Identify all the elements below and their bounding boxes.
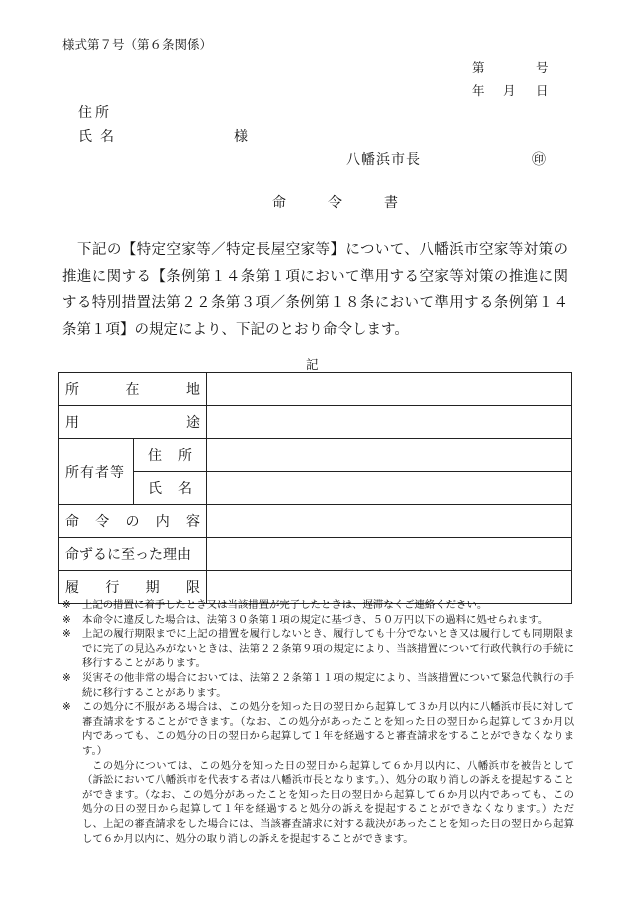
number-go: 号 (536, 60, 549, 75)
reason-label-cell (59, 538, 207, 571)
note-mark: ※ (62, 628, 71, 641)
owner-address-label-cell (134, 439, 207, 472)
location-label: 所 在 地 (65, 382, 200, 398)
note-mark: ※ (62, 613, 71, 626)
location-label-cell (59, 373, 207, 406)
owner-address-value-cell[interactable] (207, 439, 572, 472)
table-row-owner-name (59, 472, 572, 505)
note-item (62, 613, 574, 628)
note-text: この処分に不服がある場合は、この処分を知った日の翌日から起算して３か月以内に八幡浜市長に対して審査請求をすることができます。（なお、この処分があったことを知った日の翌日から起算して３か月以内であっても、この処分の日の翌日から起算して１年を経過すると審査請求をすることができなくなります。） (82, 701, 574, 757)
deadline-label: 履 行 期 限 (65, 580, 200, 596)
note-text: 上記の措置に着手したとき又は当該措置が完了したときは、遅滞なくご連絡ください。 (82, 599, 488, 611)
note-mark: ※ (62, 701, 71, 714)
document-heading: 命 令 書 (272, 195, 412, 211)
final-paragraph: この処分については、この処分を知った日の翌日から起算して６か月以内に、八幡浜市を被告として（訴訟において八幡浜市を代表する者は八幡浜市長となります。）、処分の取り消しの訴えを提起することができます。（なお、この処分があったことを知った日の翌日から起算して６か月以内であっても、この処分の日の翌日から起算して１年を経過すると処分の訴えを提起することができなくなります。）ただし、上記の審査請求をした場合には、当該審査請求に対する裁決があったことを知った日の翌日から起算して６か月以内に、処分の取り消しの訴えを提起することができます。 (82, 759, 574, 845)
use-label-cell (59, 406, 207, 439)
ki-label: 記 (306, 357, 319, 372)
recipient-address-label: 住所 (78, 105, 112, 121)
table-row-use (59, 406, 572, 439)
note-item (62, 598, 574, 613)
owner-name-label: 氏 名 (148, 481, 192, 497)
date-year: 年 (472, 83, 485, 98)
order-content-label: 命 令 の 内 容 (65, 514, 200, 530)
issuer-title: 八幡浜市長 (346, 152, 421, 168)
notes-section (62, 598, 574, 846)
note-item (62, 700, 574, 758)
note-mark: ※ (62, 671, 71, 684)
note-item (62, 627, 574, 671)
order-content-value-cell[interactable] (207, 505, 572, 538)
date-month: 月 (503, 83, 516, 98)
owner-label-cell (59, 439, 134, 505)
owner-name-value-cell[interactable] (207, 472, 572, 505)
body-paragraph: 下記の【特定空家等／特定長屋空家等】について、八幡浜市空家等対策の推進に関する【条例第１４条第１項において準用する空家等対策の推進に関する特別措置法第２２条第３項／条例第１８条において準用する条例第１４条第１項】の規定により、下記のとおり命令します。 (62, 242, 568, 338)
number-dai: 第 (472, 60, 485, 75)
use-value-cell[interactable] (207, 406, 572, 439)
note-text: 災害その他非常の場合においては、法第２２条第１１項の規定により、当該措置について緊急代執行の手続に移行することがあります。 (82, 671, 574, 699)
recipient-honorific: 様 (234, 129, 248, 145)
order-content-label-cell (59, 505, 207, 538)
order-table (58, 372, 572, 604)
table-row-location (59, 373, 572, 406)
form-label: 様式第７号（第６条関係） (62, 37, 213, 52)
reason-label: 命ずるに至った理由 (65, 547, 191, 563)
table-row-reason (59, 538, 572, 571)
note-mark: ※ (62, 599, 71, 611)
seal-mark: ㊞ (532, 152, 546, 168)
owner-address-label: 住 所 (148, 448, 192, 464)
reason-value-cell[interactable] (207, 538, 572, 571)
owner-label: 所有者等 (65, 464, 125, 481)
owner-name-label-cell (134, 472, 207, 505)
note-item (62, 671, 574, 700)
location-value-cell[interactable] (207, 373, 572, 406)
table-row-owner-address (59, 439, 572, 472)
use-label: 用 途 (65, 415, 200, 431)
table-row-order-content (59, 505, 572, 538)
note-text: 上記の履行期限までに上記の措置を履行しないとき、履行しても十分でないとき又は履行しても同期限までに完了の見込みがないときは、法第２２条第９項の規定により、当該措置について行政代執行の手続に移行することがあります。 (82, 628, 574, 670)
date-day: 日 (536, 83, 549, 98)
recipient-name-label: 氏名 (78, 129, 122, 145)
note-text: 本命令に違反した場合は、法第３０条第１項の規定に基づき、５０万円以下の過料に処せられます。 (82, 613, 549, 626)
